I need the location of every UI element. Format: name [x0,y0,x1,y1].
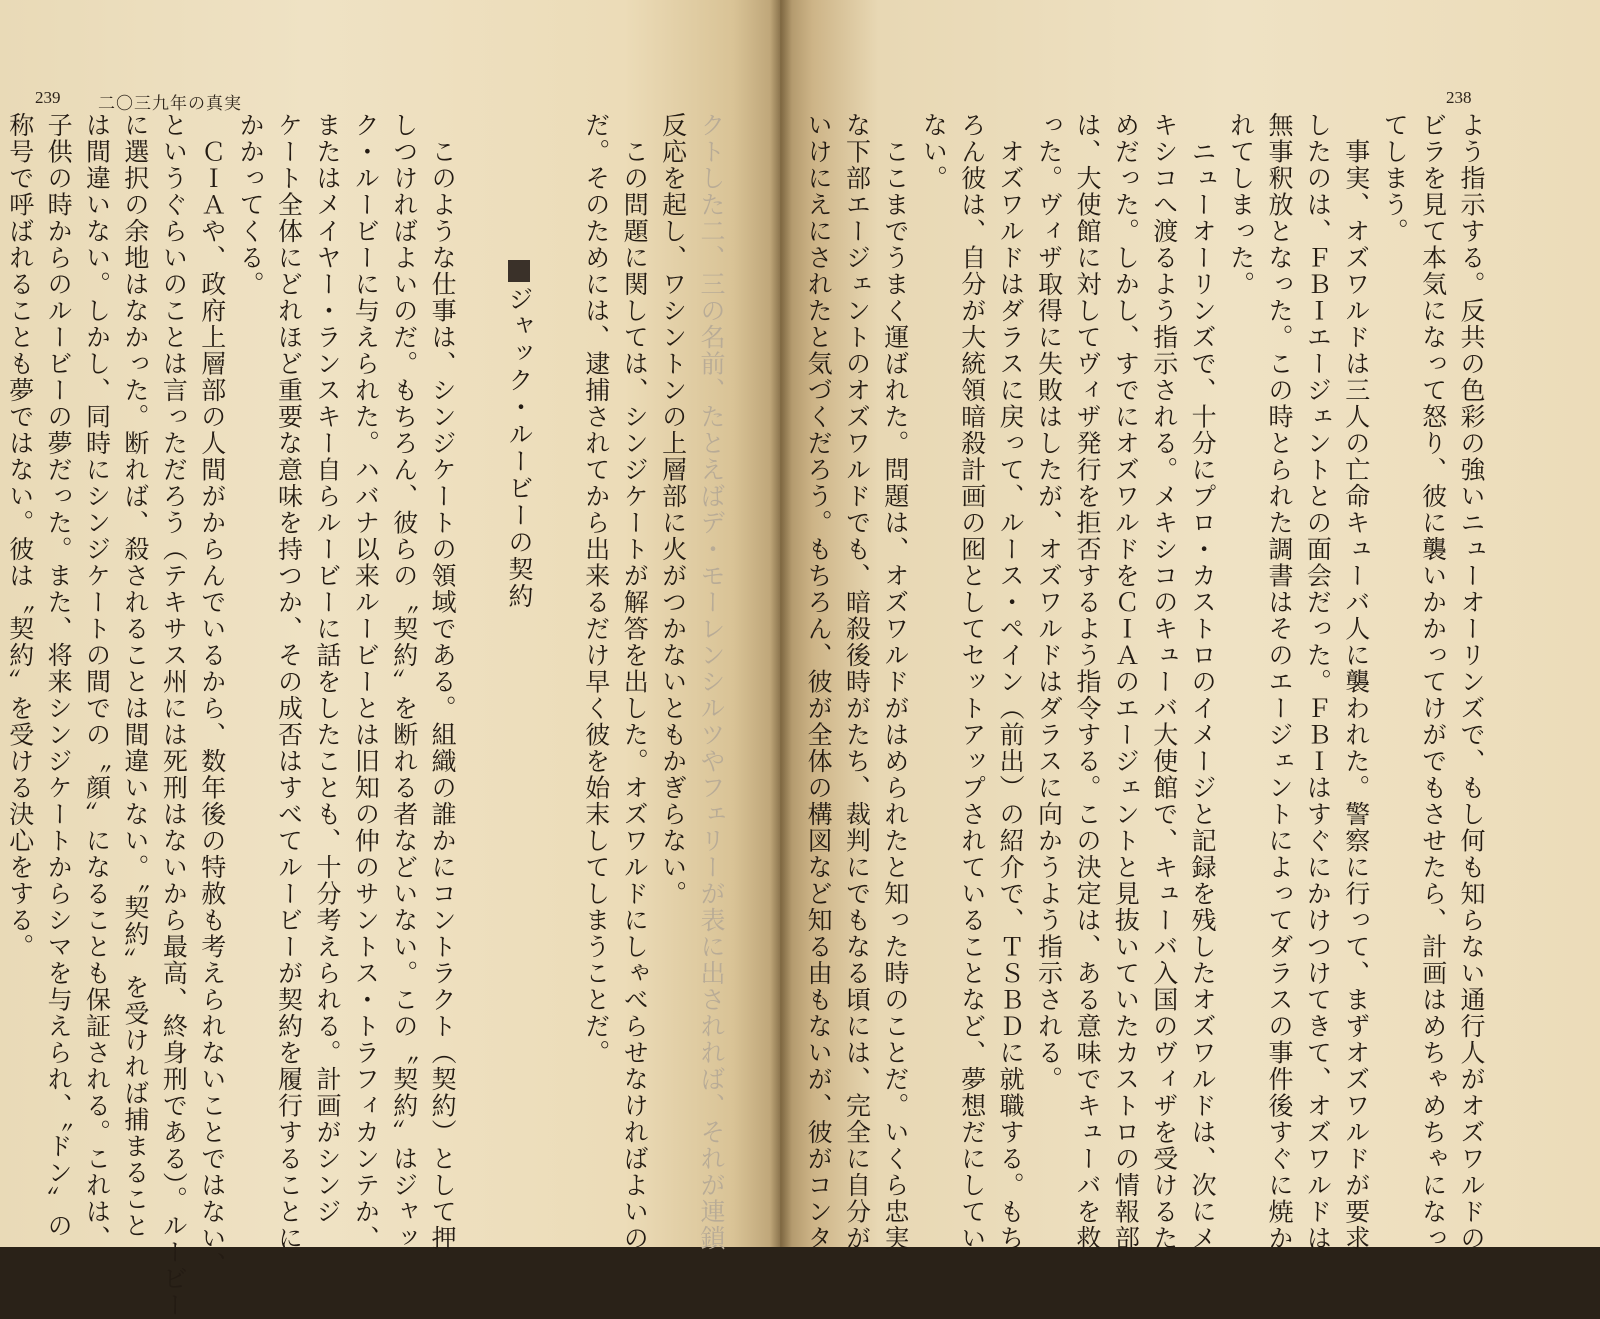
text-line: いけにえにされたと気づくだろう。もちろん、彼が全体の構図など知る由もないが、彼がコンタ [804,112,834,1252]
left-page-body [5,112,730,1319]
text-line: めだった。しかし、すでにオズワルドをＣＩＡのエージェントと見抜いていたカストロの情報部 [1111,112,1141,1252]
text-line: な下部エージェントのオズワルドでも、暗殺後時がたち、裁判にでもなる頃には、完全に自分が [842,112,872,1252]
text-line: った。ヴィザ取得に失敗はしたが、オズワルドはダラスに向かうよう指示される。 [1034,112,1064,1093]
text-line: ない。 [919,112,949,192]
spacer [538,112,576,1112]
text-line: 子供の時からのルービーの夢だった。また、将来シンジケートからシマを与えられ、〝ドン〟の [44,112,74,1239]
text-line: しつければよいのだ。もちろん、彼らの〝契約〟を断れる者などいない。この〝契約〟はジャッ [389,112,419,1252]
text-line: ビラを見て本気になって怒り、彼に襲いかかってけがでもさせたら、計画はめちゃめちゃになっ [1418,112,1448,1252]
text-line: かかってくる。 [236,112,266,298]
text-line: ろん彼は、自分が大統領暗殺計画の囮としてセットアップされていることなど、夢想だにしてい [957,112,987,1252]
section-heading [500,112,538,1112]
text-line: またはメイヤー・ランスキー自らルービーに話をしたことも、十分考えられる。計画がシンジ [312,112,342,1225]
text-line: クトした二、三の名前、たとえばデ・モーレンシルツやフェリーが表に出されれば、それが連鎖 [697,112,726,1252]
text-line: 称号で呼ばれることも夢ではない。彼は〝契約〟を受ける決心をする。 [5,112,35,960]
spacer [461,112,499,1112]
section-heading-text: ジャック・ルービーの契約 [504,286,534,610]
text-line: 事実、オズワルドは三人の亡命キューバ人に襲われた。警察に行って、まずオズワルドが要求 [1341,112,1371,1252]
right-page [780,0,1600,1252]
text-line: 反応を起し、ワシントンの上層部に火がつかないともかぎらない。 [658,112,688,907]
black-square-icon [508,260,530,282]
running-title: 二〇三九年の真実 [98,94,242,114]
text-line: というぐらいのことは言っただろう（テキサス州には死刑はないから最高、終身刑である）。ルービー [159,112,189,1319]
text-line: は、大使館に対してヴィザ発行を拒否するよう指令する。この決定は、ある意味でキューバを救 [1072,112,1102,1252]
text-line: このような仕事は、シンジケートの領域である。組織の誰かにコントラクト（契約）として押 [428,112,458,1252]
page-number-right: 238 [1446,88,1472,107]
text-line: は間違いない。しかし、同時にシンジケートの間での〝顔〟になることも保証される。これは、 [82,112,112,1252]
text-line: だ。そのためには、逮捕されてから出来るだけ早く彼を始末してしまうことだ。 [581,112,611,1066]
text-line: キシコへ渡るよう指示される。メキシコのキューバ大使館で、キューバ入国のヴィザを受けるた [1149,112,1179,1252]
text-line: れてしまった。 [1226,112,1256,298]
text-line: 無事釈放となった。この時とられた調書はそのエージェントによってダラスの事件後すぐに焼か [1264,112,1294,1252]
text-line: したのは、ＦＢＩエージェントとの面会だった。ＦＢＩはすぐにかけつけてきて、オズワルドは [1303,112,1333,1252]
right-page-body [798,112,1490,1252]
text-line: てしまう。 [1380,112,1410,245]
text-line: よう指示する。反共の色彩の強いニューオーリンズで、もし何も知らない通行人がオズワルドの [1457,112,1486,1252]
text-line: に選択の余地はなかった。断れば、殺されることは間違いない。〝契約〟を受ければ捕まること [120,112,150,1239]
text-line: ＣＩＡや、政府上層部の人間がからんでいるから、数年後の特赦も考えられないことではない、 [197,112,227,1278]
text-line: ニューオーリンズで、十分にプロ・カストロのイメージと記録を残したオズワルドは、次にメ [1188,112,1218,1252]
text-line: ケート全体にどれほど重要な意味を持つか、その成否はすべてルービーが契約を履行することに [274,112,304,1252]
text-line: ここまでうまく運ばれた。問題は、オズワルドがはめられたと知った時のことだ。いくら忠実 [880,112,910,1252]
left-page [0,0,780,1319]
page-number-left: 239 [35,88,61,107]
text-line: この問題に関しては、シンジケートが解答を出した。オズワルドにしゃべらせなければよいの [620,112,650,1252]
text-line: オズワルドはダラスに戻って、ルース・ペイン（前出）の紹介で、ＴＳＢＤに就職する。もち [996,112,1026,1252]
text-line: ク・ルービーに与えられた。ハバナ以来ルービーとは旧知の仲のサントス・トラフィカンテか、 [351,112,381,1252]
